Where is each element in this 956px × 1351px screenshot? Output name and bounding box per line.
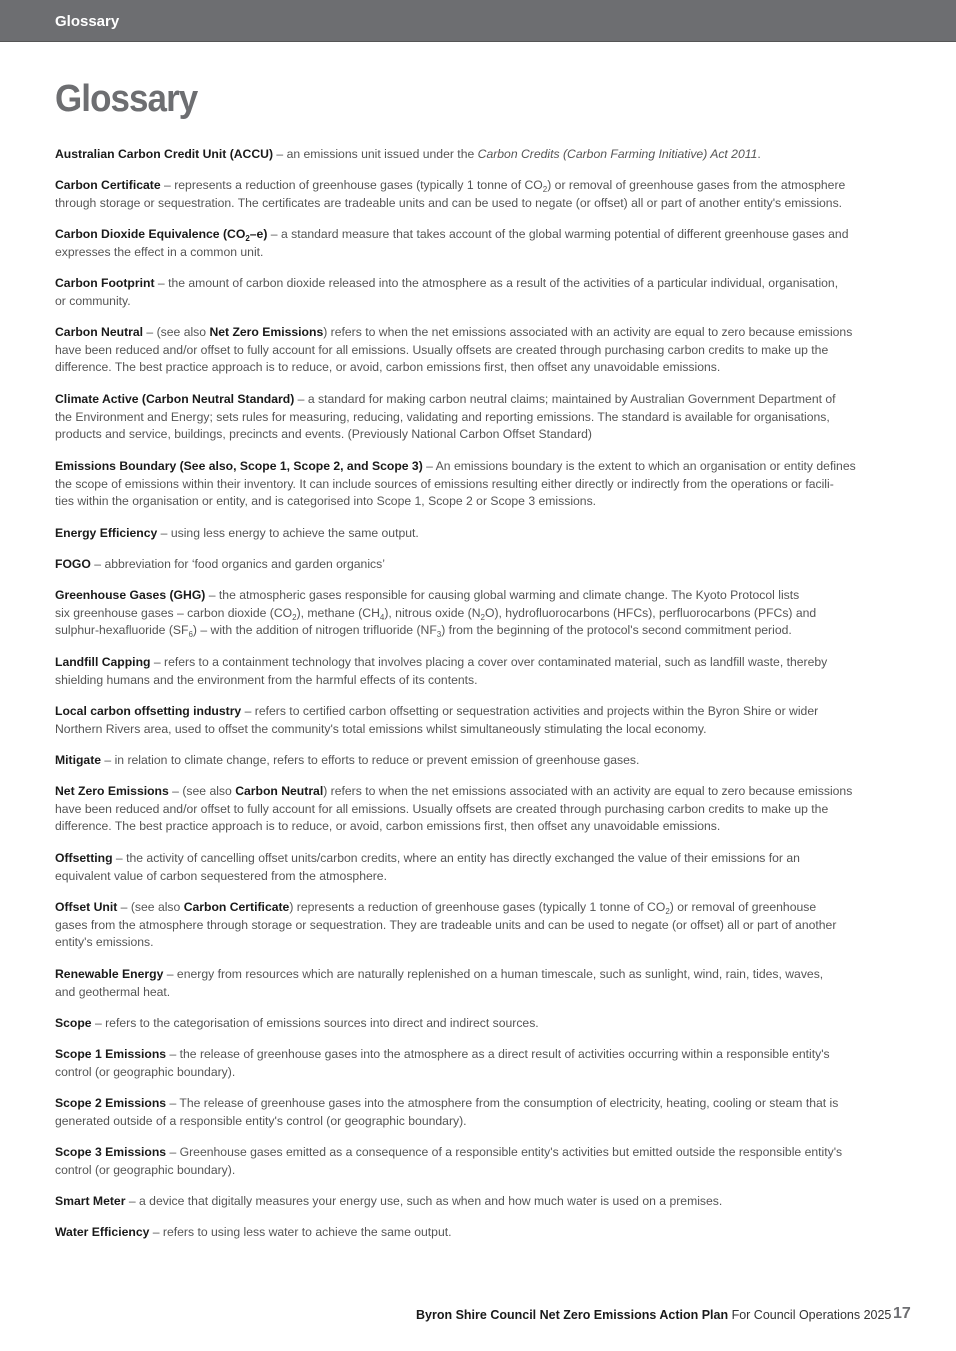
glossary-entry: Scope 3 Emissions – Greenhouse gases emitted as a consequence of a responsible entity's activities but emitted outside the responsible entity's control (or geographic boundary). <box>55 1145 843 1177</box>
glossary-entry: Landfill Capping – refers to a containment technology that involves placing a cover over contaminated material, such as landfill waste, thereby shielding humans and the environment from the harmful effects of its contents. <box>55 655 828 687</box>
glossary-entry: Offsetting – the activity of cancelling offset units/carbon credits, where an entity has directly exchanged the value of their emissions for an equivalent value of carbon sequestered from the atmosphere. <box>55 851 800 883</box>
header-bar <box>0 0 956 42</box>
glossary-entry: Scope – refers to the categorisation of emissions sources into direct and indirect sources. <box>55 1016 539 1030</box>
glossary-entry: Offset Unit – (see also Carbon Certificate) represents a reduction of greenhouse gases (typically 1 tonne of $CO_2$) or removal of greenhouse gases from the atmosphere through storage or sequestration. They are tradeable units and can be used to negate (or offset) all or part of another entity's emissions. <box>55 900 837 950</box>
glossary-entry: Mitigate – in relation to climate change, refers to efforts to reduce or prevent emission of greenhouse gases. <box>55 753 640 767</box>
glossary-entry: Carbon Footprint – the amount of carbon dioxide released into the atmosphere as a result of the activities of a particular individual, organisation, or community. <box>55 276 839 308</box>
page-title: Glossary <box>55 78 198 120</box>
glossary-entry: Scope 2 Emissions – The release of greenhouse gases into the atmosphere from the consumption of electricity, heating, cooling or steam that is generated outside of a responsible entity's control (or geographic boundary). <box>55 1096 839 1128</box>
glossary-entry: Carbon Dioxide Equivalence $(CO_2-e)$ – a standard measure that takes account of the global warming potential of different greenhouse gases and expresses the effect in a common unit. <box>55 227 849 259</box>
glossary-entry: Carbon Neutral – (see also Net Zero Emissions) refers to when the net emissions associated with an activity are equal to zero because emissions have been reduced and/or offset to fully account for all emissions. Usually offsets are created through purchasing carbon credits to make up the difference. The best practice approach is to reduce, or avoid, carbon emissions first, then offset any unavoidable emissions. <box>55 325 853 375</box>
header-label: Glossary <box>55 13 120 30</box>
footer-document-title: Byron Shire Council Net Zero Emissions Action Plan For Council Operations 2025 <box>416 1308 892 1322</box>
glossary-entry: Water Efficiency – refers to using less water to achieve the same output. <box>55 1225 452 1239</box>
glossary-entry: Net Zero Emissions – (see also Carbon Neutral) refers to when the net emissions associated with an activity are equal to zero because emissions have been reduced and/or offset to fully account for all emissions. Usually offsets are created through purchasing carbon credits to make up the difference. The best practice approach is to reduce, or avoid, carbon emissions first, then offset any unavoidable emissions. <box>55 784 853 834</box>
glossary-entry: Scope 1 Emissions – the release of greenhouse gases into the atmosphere as a direct result of activities occurring within a responsible entity's control (or geographic boundary). <box>55 1047 830 1079</box>
glossary-entry: Carbon Certificate – represents a reduction of greenhouse gases (typically 1 tonne of $CO_2$) or removal of greenhouse gases from the atmosphere through storage or sequestration. The certificates are tradeable units and can be used to negate (or offset) all or part of another entity's emissions. <box>55 178 846 210</box>
glossary-entry: Energy Efficiency – using less energy to achieve the same output. <box>55 526 419 540</box>
glossary-entry: Local carbon offsetting industry – refers to certified carbon offsetting or sequestration activities and projects within the Byron Shire or wider Northern Rivers area, used to offset the community's total emissions whilst simultaneously stimulating the local economy. <box>55 704 819 736</box>
glossary-entry: Australian Carbon Credit Unit (ACCU) – an emissions unit issued under the Carbon Credits (Carbon Farming Initiative) Act 2011. <box>55 147 761 161</box>
glossary-entry: Emissions Boundary (See also, Scope 1, Scope 2, and Scope 3) – An emissions boundary is the extent to which an organisation or entity defines the scope of emissions within their inventory. It can include sources of emissions resulting either directly or indirectly from the operations or facili- ties within the organisation or entity, and is categorised into Scope 1, Scope 2 or Scope 3 emissions. <box>55 459 856 509</box>
glossary-entry: Climate Active (Carbon Neutral Standard) – a standard for making carbon neutral claims; maintained by Australian Government Department of the Environment and Energy; sets rules for measuring, reducing, validating and reporting emissions. The standard is available for organisations, products and service, buildings, precincts and events. (Previously National Carbon Offset Standard) <box>55 392 836 442</box>
page-number: 17 <box>893 1305 911 1322</box>
glossary-entry: Greenhouse Gases (GHG) – the atmospheric gases responsible for causing global warming and climate change. The Kyoto Protocol lists six greenhouse gases – carbon dioxide $(CO_2)$, methane $(CH_4)$, nitrous oxide $(N_2O)$, hydrofluorocarbons (HFCs), perfluorocarbons (PFCs) and sulphur-hexafluoride $(SF_6)$ – with the addition of nitrogen trifluoride $(NF_3)$ from the beginning of the protocol's second commitment period. <box>55 588 817 640</box>
glossary-entry: Renewable Energy – energy from resources which are naturally replenished on a human timescale, such as sunlight, wind, rain, tides, waves, and geothermal heat. <box>55 967 824 999</box>
glossary-entry: FOGO – abbreviation for ‘food organics and garden organics’ <box>55 557 385 571</box>
glossary-entry: Smart Meter – a device that digitally measures your energy use, such as when and how much water is used on a premises. <box>55 1194 723 1208</box>
